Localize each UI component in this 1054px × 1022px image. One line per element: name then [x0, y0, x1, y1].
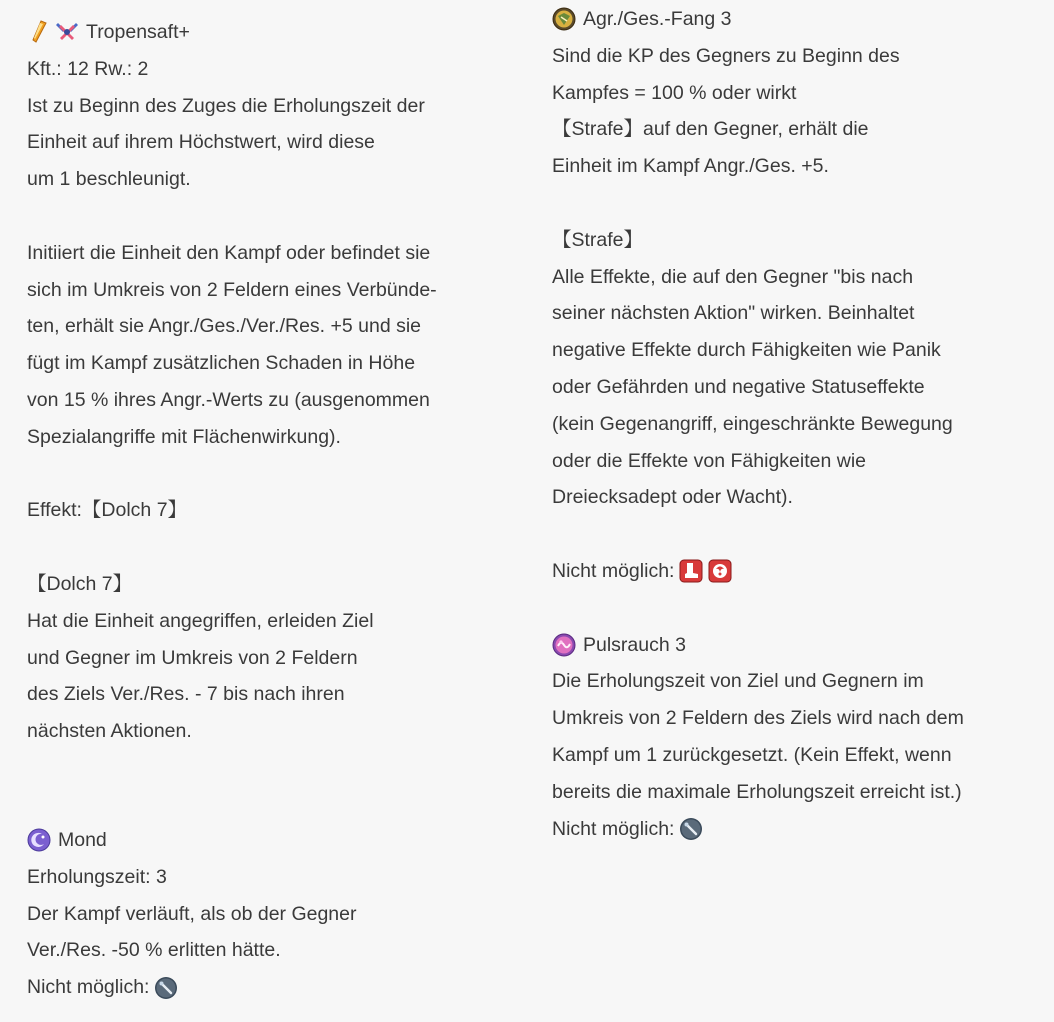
- strafe-desc-line: oder Gefährden und negative Statuseffekte: [552, 375, 925, 398]
- special-moon-icon: [27, 828, 51, 852]
- skill-a-desc-line: Sind die KP des Gegners zu Beginn des: [552, 44, 900, 67]
- special-not-possible: [27, 969, 487, 1006]
- special-desc-line: Ver./Res. -50 % erlitten hätte.: [27, 939, 281, 962]
- skill-a-title-row: [552, 1, 1022, 38]
- weapon-effect-label: Effekt:【Dolch 7】: [27, 499, 188, 522]
- weapon-effect-line: von 15 % ihres Angr.-Werts zu (ausgenommen: [27, 388, 430, 411]
- strafe-title: 【Strafe】: [552, 228, 644, 251]
- strafe-desc-line: oder die Effekte von Fähigkeiten wie: [552, 449, 866, 472]
- skill-a-desc-line: 【Strafe】auf den Gegner, erhält die: [552, 118, 869, 141]
- right-column: [552, 1, 1022, 847]
- not-possible-label: Nicht möglich:: [27, 976, 150, 999]
- weapon-name: Tropensaft+: [86, 21, 190, 43]
- left-column: [27, 14, 487, 750]
- dolch-desc-line: Hat die Einheit angegriffen, erleiden Ziel: [27, 609, 374, 632]
- special-name: Mond: [58, 829, 107, 851]
- skill-c-desc-line: Kampf um 1 zurückgesetzt. (Kein Effekt, wenn: [552, 743, 952, 766]
- skill-fang-icon: [552, 7, 576, 31]
- staff-icon: [679, 817, 703, 841]
- skill-c-title-row: [552, 627, 1022, 664]
- staff-icon: [154, 976, 178, 1000]
- skill-c-desc-line: bereits die maximale Erholungszeit erreicht ist.): [552, 780, 962, 803]
- special-title-row: [27, 822, 487, 859]
- weapon-title-row: [27, 14, 487, 51]
- weapon-effect-line: fügt im Kampf zusätzlichen Schaden in Höhe: [27, 352, 416, 375]
- skill-a-desc-line: Kampfes = 100 % oder wirkt: [552, 81, 797, 104]
- red-boot-icon: [679, 559, 703, 583]
- dolch-desc-line: des Ziels Ver./Res. - 7 bis nach ihren: [27, 683, 345, 706]
- skill-pulse-smoke-icon: [552, 633, 576, 657]
- weapon-stats: Kft.: 12 Rw.: 2: [27, 57, 149, 80]
- strafe-desc-line: negative Effekte durch Fähigkeiten wie Panik: [552, 339, 941, 362]
- skill-c-desc-line: Umkreis von 2 Feldern des Ziels wird nach dem: [552, 707, 964, 730]
- dagger-weapon-icon: [27, 20, 51, 44]
- weapon-desc-line: Einheit auf ihrem Höchstwert, wird diese: [27, 131, 375, 154]
- strafe-desc-line: seiner nächsten Aktion" wirken. Beinhaltet: [552, 302, 915, 325]
- weapon-desc-line: um 1 beschleunigt.: [27, 168, 191, 191]
- skill-a-name: Agr./Ges.-Fang 3: [583, 8, 732, 30]
- strafe-desc-line: Alle Effekte, die auf den Gegner "bis nach: [552, 265, 914, 288]
- weapon-effect-line: ten, erhält sie Angr./Ges./Ver./Res. +5 und sie: [27, 315, 422, 338]
- dolch-desc-line: und Gegner im Umkreis von 2 Feldern: [27, 646, 358, 669]
- not-possible-label: Nicht möglich:: [552, 817, 675, 840]
- special-section: [27, 822, 487, 1006]
- not-possible-label: Nicht möglich:: [552, 559, 675, 582]
- special-desc-line: Der Kampf verläuft, als ob der Gegner: [27, 902, 357, 925]
- special-cooldown: Erholungszeit: 3: [27, 865, 167, 888]
- red-dragon-icon: [708, 559, 732, 583]
- skill-c-not-possible: [552, 811, 1022, 848]
- skill-a-desc-line: Einheit im Kampf Angr./Ges. +5.: [552, 155, 829, 178]
- skill-c-name: Pulsrauch 3: [583, 633, 686, 656]
- skill-c-desc-line: Die Erholungszeit von Ziel und Gegnern im: [552, 670, 924, 693]
- strafe-desc-line: (kein Gegenangriff, eingeschränkte Bewegung: [552, 412, 953, 435]
- dolch-title: 【Dolch 7】: [27, 572, 133, 595]
- strafe-desc-line: Dreiecksadept oder Wacht).: [552, 486, 793, 509]
- weapon-desc-line: Ist zu Beginn des Zuges die Erholungszeit der: [27, 94, 425, 117]
- weapon-effect-line: Initiiert die Einheit den Kampf oder befindet sie: [27, 241, 431, 264]
- weapon-effect-line: Spezialangriffe mit Flächenwirkung).: [27, 425, 341, 448]
- weapon-effect-line: sich im Umkreis von 2 Feldern eines Verbünde-: [27, 278, 437, 301]
- skill-a-not-possible: [552, 553, 1022, 590]
- crossed-swords-icon: [55, 20, 79, 44]
- dolch-desc-line: nächsten Aktionen.: [27, 720, 192, 743]
